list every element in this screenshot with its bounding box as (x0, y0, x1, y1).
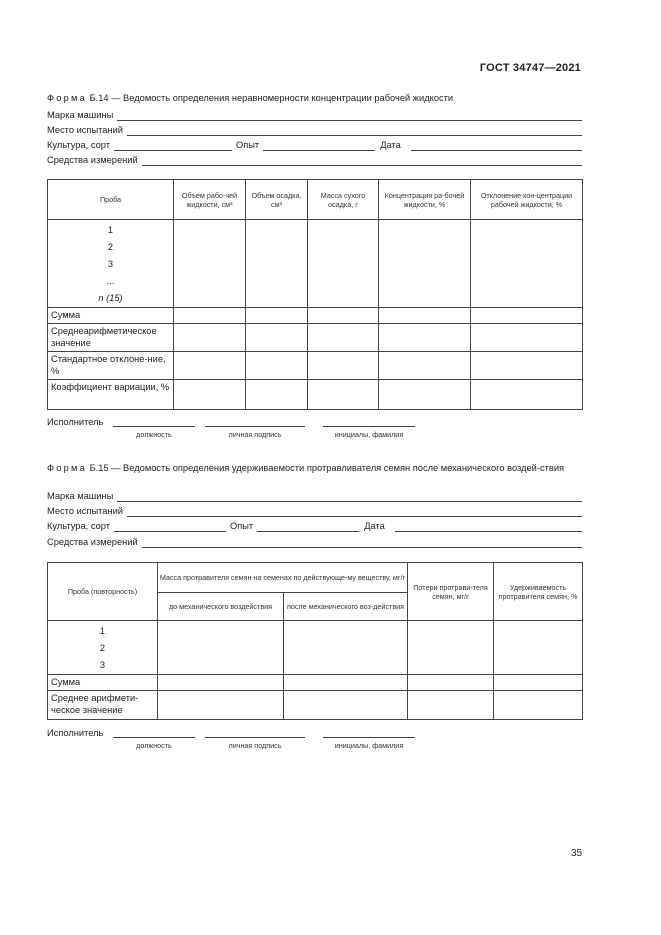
form14-sample-1: 1 (107, 225, 114, 235)
form14-name-caption: инициалы, фамилия (334, 430, 404, 439)
form14-tools-label: Средства измерений (47, 155, 138, 165)
form15-sign-line[interactable] (205, 737, 305, 738)
form14-trial-label: Опыт (235, 140, 260, 150)
form14-machine-line[interactable] (117, 111, 582, 121)
form14-crop-field (47, 139, 582, 151)
form15-machine-line[interactable] (117, 492, 582, 502)
form14-col-concentration: Концентрация ра-бочей жидкости, % (379, 180, 471, 220)
form15-place-line[interactable] (127, 507, 582, 517)
form15-cell[interactable] (408, 675, 494, 691)
form15-col-sample: Проба (повторность) (48, 563, 158, 621)
form14-tools-field (47, 154, 582, 166)
form14-cell[interactable] (379, 380, 471, 410)
form15-cell[interactable] (494, 621, 583, 675)
form14-signature-label: Исполнитель (47, 417, 104, 427)
form15-signature-label: Исполнитель (47, 728, 104, 738)
form15-cell[interactable] (494, 691, 583, 720)
form15-col-loss: Потери протрави-теля семян, мг/г (408, 563, 494, 621)
form14-cell[interactable] (471, 352, 583, 380)
form15-col-mass-group: Масса протравителя семян на семенах по действующе-му веществу, мг/г (158, 563, 408, 593)
form14-trial-line[interactable] (263, 141, 375, 151)
form15-crop-field (47, 520, 582, 532)
page-number: 35 (571, 848, 583, 859)
form15-cell[interactable] (284, 621, 408, 675)
form14-cell[interactable] (471, 220, 583, 308)
form14-cv-label: Коэффициент вариации, % (48, 380, 174, 410)
form15-crop-line[interactable] (114, 522, 226, 532)
form14-position-line[interactable] (113, 426, 195, 427)
form14-position-caption: должность (136, 430, 172, 439)
form14-cell[interactable] (379, 220, 471, 308)
form14-cell[interactable] (246, 308, 308, 324)
form15-col-after: после механического воз-действия (284, 593, 408, 621)
form15-sign-caption: личная подпись (228, 741, 282, 750)
form15-sample-3: 3 (99, 660, 106, 670)
form14-cv-row (48, 380, 583, 410)
form14-crop-line[interactable] (114, 141, 232, 151)
form14-cell[interactable] (308, 352, 379, 380)
form15-sample-2: 2 (99, 643, 106, 653)
form15-date-line[interactable] (395, 522, 582, 532)
form14-cell[interactable] (379, 324, 471, 352)
form15-tools-line[interactable] (142, 538, 582, 548)
form14-sum-row (48, 308, 583, 324)
form15-sample-list (48, 621, 158, 675)
form15-header-row-1 (48, 563, 583, 593)
form15-cell[interactable] (408, 691, 494, 720)
form15-cell[interactable] (494, 675, 583, 691)
form14-tools-line[interactable] (142, 156, 582, 166)
form14-place-line[interactable] (127, 126, 582, 136)
form15-trial-line[interactable] (257, 522, 359, 532)
form15-machine-label: Марка машины (47, 491, 114, 501)
form14-std-row (48, 352, 583, 380)
form15-crop-label: Культура, сорт (47, 521, 110, 531)
form15-samples-row (48, 621, 583, 675)
form14-sample-2: 2 (107, 242, 114, 252)
form15-mean-label: Среднее арифмети-ческое значение (48, 691, 158, 720)
form14-cell[interactable] (246, 380, 308, 410)
form14-std-label: Стандартное отклоне-ние, % (48, 352, 174, 380)
form14-sign-caption: личная подпись (228, 430, 282, 439)
form15-place-field (47, 505, 582, 517)
form14-mean-label: Среднеарифметическое значение (48, 324, 174, 352)
form14-place-label: Место испытаний (47, 125, 123, 135)
form15-cell[interactable] (158, 621, 284, 675)
form14-cell[interactable] (379, 308, 471, 324)
form14-cell[interactable] (174, 220, 246, 308)
form14-sample-3: 3 (107, 259, 114, 269)
form15-mean-row (48, 691, 583, 720)
form15-sum-row (48, 675, 583, 691)
form14-table (47, 179, 583, 410)
form14-cell[interactable] (471, 324, 583, 352)
form15-date-label: Дата (364, 521, 385, 531)
form14-title-prefix: Форма (47, 93, 87, 103)
form15-name-line[interactable] (323, 737, 415, 738)
form14-sample-n: n (15) (98, 293, 123, 303)
form14-cell[interactable] (174, 380, 246, 410)
form15-sample-1: 1 (99, 626, 106, 636)
form14-sum-label: Сумма (48, 308, 174, 324)
form15-machine-field (47, 490, 582, 502)
form15-trial-label: Опыт (229, 521, 254, 531)
form15-cell[interactable] (158, 691, 284, 720)
form15-tools-field (47, 536, 582, 548)
form14-cell[interactable] (379, 352, 471, 380)
form14-place-field (47, 124, 582, 136)
form14-cell[interactable] (471, 308, 583, 324)
form15-cell[interactable] (158, 675, 284, 691)
form14-col-dry-mass: Масса сухого осадка, г (308, 180, 379, 220)
form15-sum-label: Сумма (48, 675, 158, 691)
form14-col-sample: Проба (48, 180, 174, 220)
form15-title (47, 462, 582, 474)
form14-signature (47, 417, 427, 447)
form15-col-retention: Удерживаемость протравителя семян, % (494, 563, 583, 621)
form15-cell[interactable] (284, 675, 408, 691)
form14-cell[interactable] (174, 352, 246, 380)
form15-cell[interactable] (284, 691, 408, 720)
form15-tools-label: Средства измерений (47, 537, 138, 547)
form15-table (47, 562, 583, 720)
form14-cell[interactable] (246, 324, 308, 352)
form14-machine-label: Марка машины (47, 110, 114, 120)
form15-position-caption: должность (136, 741, 172, 750)
form15-cell[interactable] (408, 621, 494, 675)
form14-col-deviation: Отклонение кон-центрации рабочей жидкости, % (471, 180, 583, 220)
form15-signature (47, 728, 427, 758)
form14-date-line[interactable] (411, 141, 582, 151)
document-code: ГОСТ 34747—2021 (479, 62, 581, 74)
form14-crop-label: Культура, сорт (47, 140, 110, 150)
form14-cell[interactable] (174, 324, 246, 352)
form14-machine-field (47, 109, 582, 121)
form14-mean-row (48, 324, 583, 352)
form14-cell[interactable] (308, 308, 379, 324)
form14-sample-list (48, 220, 174, 308)
form14-cell[interactable] (471, 380, 583, 410)
form14-sign-line[interactable] (205, 426, 305, 427)
form14-header-row (48, 180, 583, 220)
form14-samples-row (48, 220, 583, 308)
form14-col-sediment-volume: Объем осадка, см³ (246, 180, 308, 220)
form14-sample-ellipsis: ... (106, 276, 115, 286)
form14-cell[interactable] (246, 220, 308, 308)
form15-position-line[interactable] (113, 737, 195, 738)
form14-cell[interactable] (308, 380, 379, 410)
form14-cell[interactable] (308, 324, 379, 352)
form14-cell[interactable] (246, 352, 308, 380)
form14-col-liquid-volume: Объем рабо-чей жидкости, см³ (174, 180, 246, 220)
form15-place-label: Место испытаний (47, 506, 123, 516)
form15-title-prefix: Форма (47, 463, 87, 473)
form15-title-text: Б.15 — Ведомость определения удерживаемости протравливателя семян после механического воздей-ствия (86, 463, 565, 473)
form14-cell[interactable] (308, 220, 379, 308)
form15-name-caption: инициалы, фамилия (334, 741, 404, 750)
form14-name-line[interactable] (323, 426, 415, 427)
form14-title-text: Б.14 — Ведомость определения неравномерности концентрации рабочей жидкости (86, 93, 454, 103)
form14-title (47, 92, 582, 104)
form14-date-label: Дата (380, 140, 401, 150)
form15-col-before: до механического воздействия (158, 593, 284, 621)
form14-cell[interactable] (174, 308, 246, 324)
